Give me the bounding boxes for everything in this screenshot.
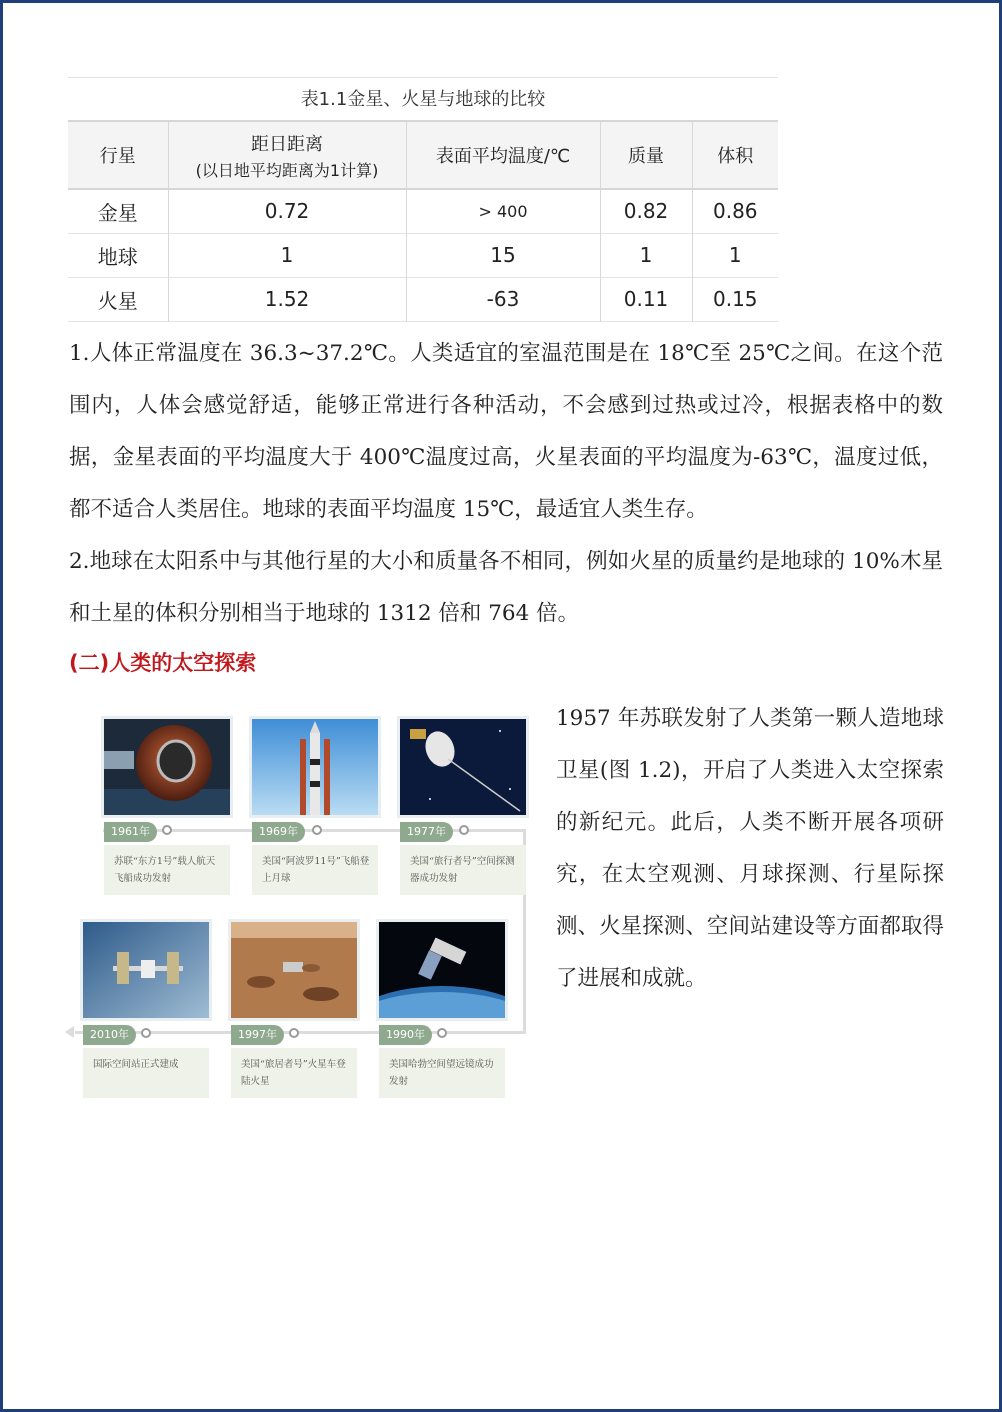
timeline-dot bbox=[289, 1028, 299, 1038]
cell-distance: 1 bbox=[168, 233, 406, 277]
comparison-table-block bbox=[68, 77, 778, 322]
planet-comparison-table bbox=[68, 120, 778, 322]
space-exploration-timeline bbox=[63, 708, 543, 1103]
photo-apollo-rocket bbox=[252, 719, 378, 815]
timeline-dot bbox=[312, 825, 322, 835]
timeline-caption: 国际空间站正式建成 bbox=[83, 1048, 209, 1098]
table-row bbox=[68, 233, 778, 277]
cell-mass: 0.82 bbox=[600, 189, 692, 233]
timeline-dot bbox=[141, 1028, 151, 1038]
table-row bbox=[68, 189, 778, 233]
cell-distance: 1.52 bbox=[168, 277, 406, 321]
paragraph-1: 1.人体正常温度在 36.3~37.2℃。人类适宜的室温范围是在 18℃至 25℃之间。在这个范围内，人体会感觉舒适，能够正常进行各种活动，不会感到过热或过冷，根据表格中的数据，金星表面的平均温度大于 400℃温度过高，火星表面的平均温度为-63℃，温度过低，都不适合人类居住。地球的表面平均温度 15℃，最适宜人类生存。 bbox=[69, 341, 943, 522]
year-tag: 2010年 bbox=[83, 1025, 136, 1045]
cell-volume: 0.15 bbox=[692, 277, 778, 321]
header-distance-note: (以日地平均距离为1计算) bbox=[195, 160, 379, 180]
cell-distance: 0.72 bbox=[168, 189, 406, 233]
table-caption: 表1.1金星、火星与地球的比较 bbox=[68, 77, 778, 120]
header-planet: 行星 bbox=[99, 146, 136, 167]
year-tag: 1961年 bbox=[104, 822, 157, 842]
section-title: (二)人类的太空探索 bbox=[69, 651, 257, 675]
table-header-row bbox=[68, 121, 778, 189]
timeline-arrow-icon bbox=[65, 1026, 74, 1038]
header-volume: 体积 bbox=[692, 121, 778, 189]
photo-mars-surface bbox=[231, 922, 357, 1018]
timeline-caption: 美国哈勃空间望远镜成功发射 bbox=[379, 1048, 505, 1098]
header-distance bbox=[168, 121, 406, 189]
cell-temperature: 15 bbox=[406, 233, 600, 277]
cell-temperature: > 400 bbox=[406, 189, 600, 233]
header-distance-label: 距日距离 bbox=[251, 133, 323, 155]
timeline-caption: 美国“旅行者号”空间探测器成功发射 bbox=[400, 845, 526, 895]
timeline-caption: 美国“旅居者号”火星车登陆火星 bbox=[231, 1048, 357, 1098]
side-paragraph: 1957 年苏联发射了人类第一颗人造地球卫星(图 1.2)，开启了人类进入太空探索的新纪元。此后，人类不断开展各项研究，在太空观测、月球探测、行星际探测、火星探测、空间站建设等方面都取得了进展和成就。 bbox=[556, 706, 944, 991]
year-tag: 1977年 bbox=[400, 822, 453, 842]
photo-hubble-telescope bbox=[379, 922, 505, 1018]
cell-planet: 金星 bbox=[97, 200, 138, 225]
paragraph-2: 2.地球在太阳系中与其他行星的大小和质量各不相同，例如火星的质量约是地球的 10%木星和土星的体积分别相当于地球的 1312 倍和 764 倍。 bbox=[69, 549, 943, 626]
timeline-caption: 美国“阿波罗11号”飞船登上月球 bbox=[252, 845, 378, 895]
cell-volume: 0.86 bbox=[692, 189, 778, 233]
cell-planet: 火星 bbox=[97, 288, 138, 313]
cell-mass: 0.11 bbox=[600, 277, 692, 321]
header-temperature: 表面平均温度/℃ bbox=[406, 121, 600, 189]
photo-voyager-probe bbox=[400, 719, 526, 815]
timeline-caption: 苏联“东方1号”载人航天飞船成功发射 bbox=[104, 845, 230, 895]
year-tag: 1969年 bbox=[252, 822, 305, 842]
year-tag: 1990年 bbox=[379, 1025, 432, 1045]
cell-temperature: -63 bbox=[406, 277, 600, 321]
timeline-dot bbox=[437, 1028, 447, 1038]
table-row bbox=[68, 277, 778, 321]
cell-planet: 地球 bbox=[97, 244, 138, 269]
cell-mass: 1 bbox=[600, 233, 692, 277]
cell-volume: 1 bbox=[692, 233, 778, 277]
photo-space-station bbox=[83, 922, 209, 1018]
year-tag: 1997年 bbox=[231, 1025, 284, 1045]
timeline-dot bbox=[162, 825, 172, 835]
header-mass: 质量 bbox=[600, 121, 692, 189]
photo-vostok-capsule bbox=[104, 719, 230, 815]
timeline-dot bbox=[459, 825, 469, 835]
